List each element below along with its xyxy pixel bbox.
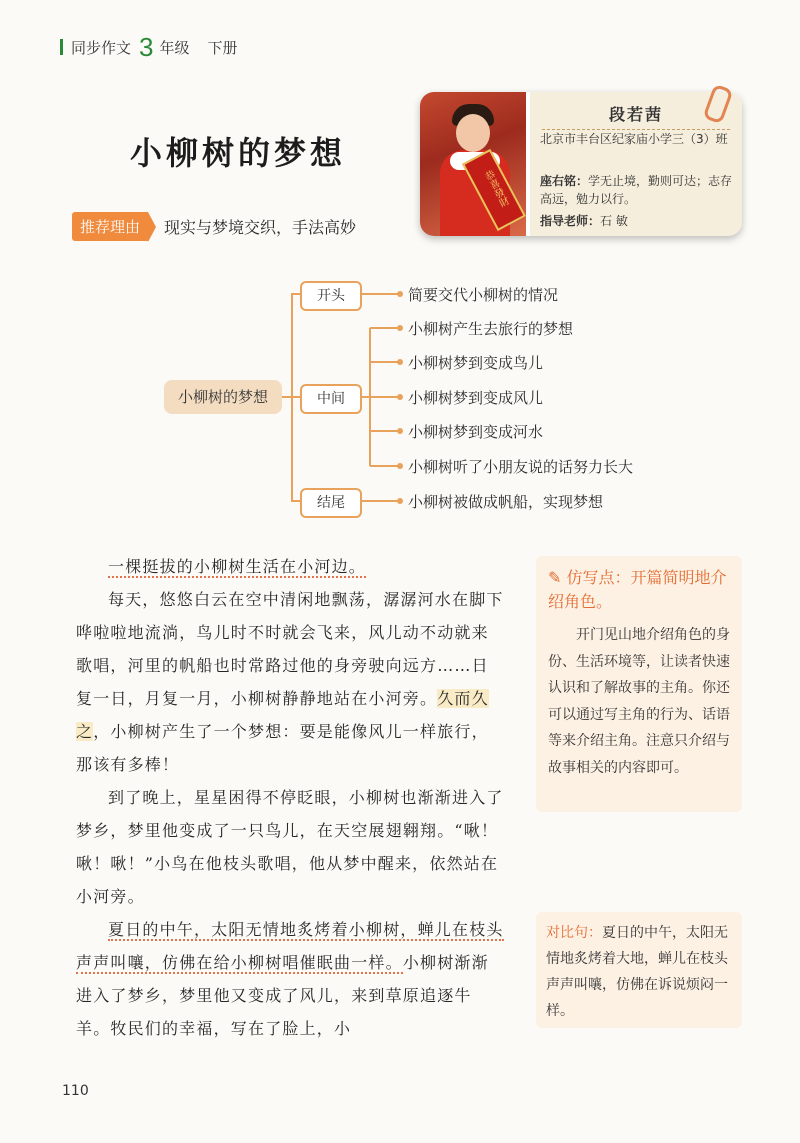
author-face <box>456 114 490 152</box>
paragraph-4-text: 夏日的中午，太阳无情地炙烤着小柳树，蝉儿在枝头声声叫嚷，仿佛在给小柳树唱催眠曲一样。 <box>76 920 504 972</box>
recommend-text: 现实与梦境交织，手法高妙 <box>164 218 357 237</box>
mindmap-connectors <box>0 270 800 520</box>
mindmap-leaf: 小柳树听了小朋友说的话努力长大 <box>408 458 634 476</box>
paragraph-2 <box>76 583 504 781</box>
author-name: 段若茜 <box>530 102 742 125</box>
mindmap-leaf: 简要交代小柳树的情况 <box>408 286 559 304</box>
motto-label: 座右铭： <box>540 174 589 188</box>
recommend-row <box>72 212 356 241</box>
note-label: 对比句： <box>546 925 602 941</box>
paragraph-4 <box>76 913 504 1045</box>
paragraph-2-text-a: 每天，悠悠白云在空中清闲地飘荡，潺潺河水在脚下哗啦啦地流淌，鸟儿时不时就会飞来，风儿动不动就来歌唱，河里的帆船也时常路过他的身旁驶向远方……日复一日，月复一月，小柳树静静地站在小河旁。 <box>76 590 504 708</box>
note-body <box>546 920 736 1024</box>
motto-text: 学无止境，勤则可达；志存高远，勉力以行。 <box>540 174 733 206</box>
paragraph-1 <box>76 550 504 583</box>
running-header <box>60 32 238 62</box>
page-title: 小柳树的梦想 <box>130 134 347 172</box>
paragraph-3 <box>76 781 504 913</box>
paragraph-3-text: 到了晚上，星星困得不停眨眼，小柳树也渐渐进入了梦乡，梦里他变成了一只鸟儿，在天空展翅翱翔。“啾！啾！啾！”小鸟在他枝头歌唱，他从梦中醒来，依然站在小河旁。 <box>76 788 504 906</box>
note-body: 开门见山地介绍角色的身份、生活环境等，让读者快速认识和了解故事的主角。你还可以通过写主角的行为、话语等来介绍主角。注意只介绍与故事相关的内容即可。 <box>548 627 730 776</box>
mindmap-root: 小柳树的梦想 <box>164 380 282 414</box>
recommend-tag: 推荐理由 <box>72 212 148 241</box>
essay-body <box>76 550 504 1045</box>
mindmap-node-opening: 开头 <box>300 281 362 311</box>
mindmap-leaf: 小柳树梦到变成风儿 <box>408 389 544 407</box>
mindmap-node-ending: 结尾 <box>300 488 362 518</box>
photo-scroll: 恭喜發財 <box>462 149 526 231</box>
author-motto <box>540 172 736 208</box>
teacher-name: 石 敏 <box>600 214 628 228</box>
author-school: 北京市丰台区纪家庙小学三（3）班 <box>540 132 728 146</box>
header-grade-label: 年级 <box>159 39 190 57</box>
note-text: 夏日的中午，太阳无情地炙烤着大地，蝉儿在枝头声声叫嚷，仿佛在诉说烦闷一样。 <box>546 925 728 1019</box>
header-series: 同步作文 <box>71 39 132 57</box>
highlight-phrase: 久而久之 <box>76 689 489 741</box>
side-note-contrast <box>536 912 742 1028</box>
page-number: 110 <box>62 1083 89 1099</box>
note-heading-text: 仿写点：开篇简明地介绍角色。 <box>548 568 727 611</box>
header-grade-number: 3 <box>139 32 154 62</box>
paragraph-1-text: 一棵挺拔的小柳树生活在小河边。 <box>108 557 367 576</box>
header-volume: 下册 <box>207 39 238 57</box>
author-card <box>420 92 742 236</box>
mindmap-leaf: 小柳树梦到变成河水 <box>408 423 544 441</box>
mindmap-leaf: 小柳树梦到变成鸟儿 <box>408 354 544 372</box>
author-photo <box>420 92 526 236</box>
mindmap-node-middle: 中间 <box>300 384 362 414</box>
paragraph-4-text-b: 小柳树渐渐进入了梦乡，梦里他又变成了风儿，来到草原追逐牛羊。牧民们的幸福，写在了脸上，小 <box>76 953 489 1038</box>
teacher-label: 指导老师： <box>540 214 601 228</box>
author-teacher <box>540 212 628 229</box>
pencil-icon: ✎ <box>548 568 562 587</box>
paragraph-2-text-b: ，小柳树产生了一个梦想：要是能像风儿一样旅行，那该有多棒！ <box>76 722 489 774</box>
side-note-imitation <box>536 556 742 812</box>
mindmap-leaf: 小柳树被做成帆船，实现梦想 <box>408 493 604 511</box>
note-heading <box>548 566 738 614</box>
mindmap-leaf: 小柳树产生去旅行的梦想 <box>408 320 574 338</box>
header-bar <box>60 39 63 55</box>
